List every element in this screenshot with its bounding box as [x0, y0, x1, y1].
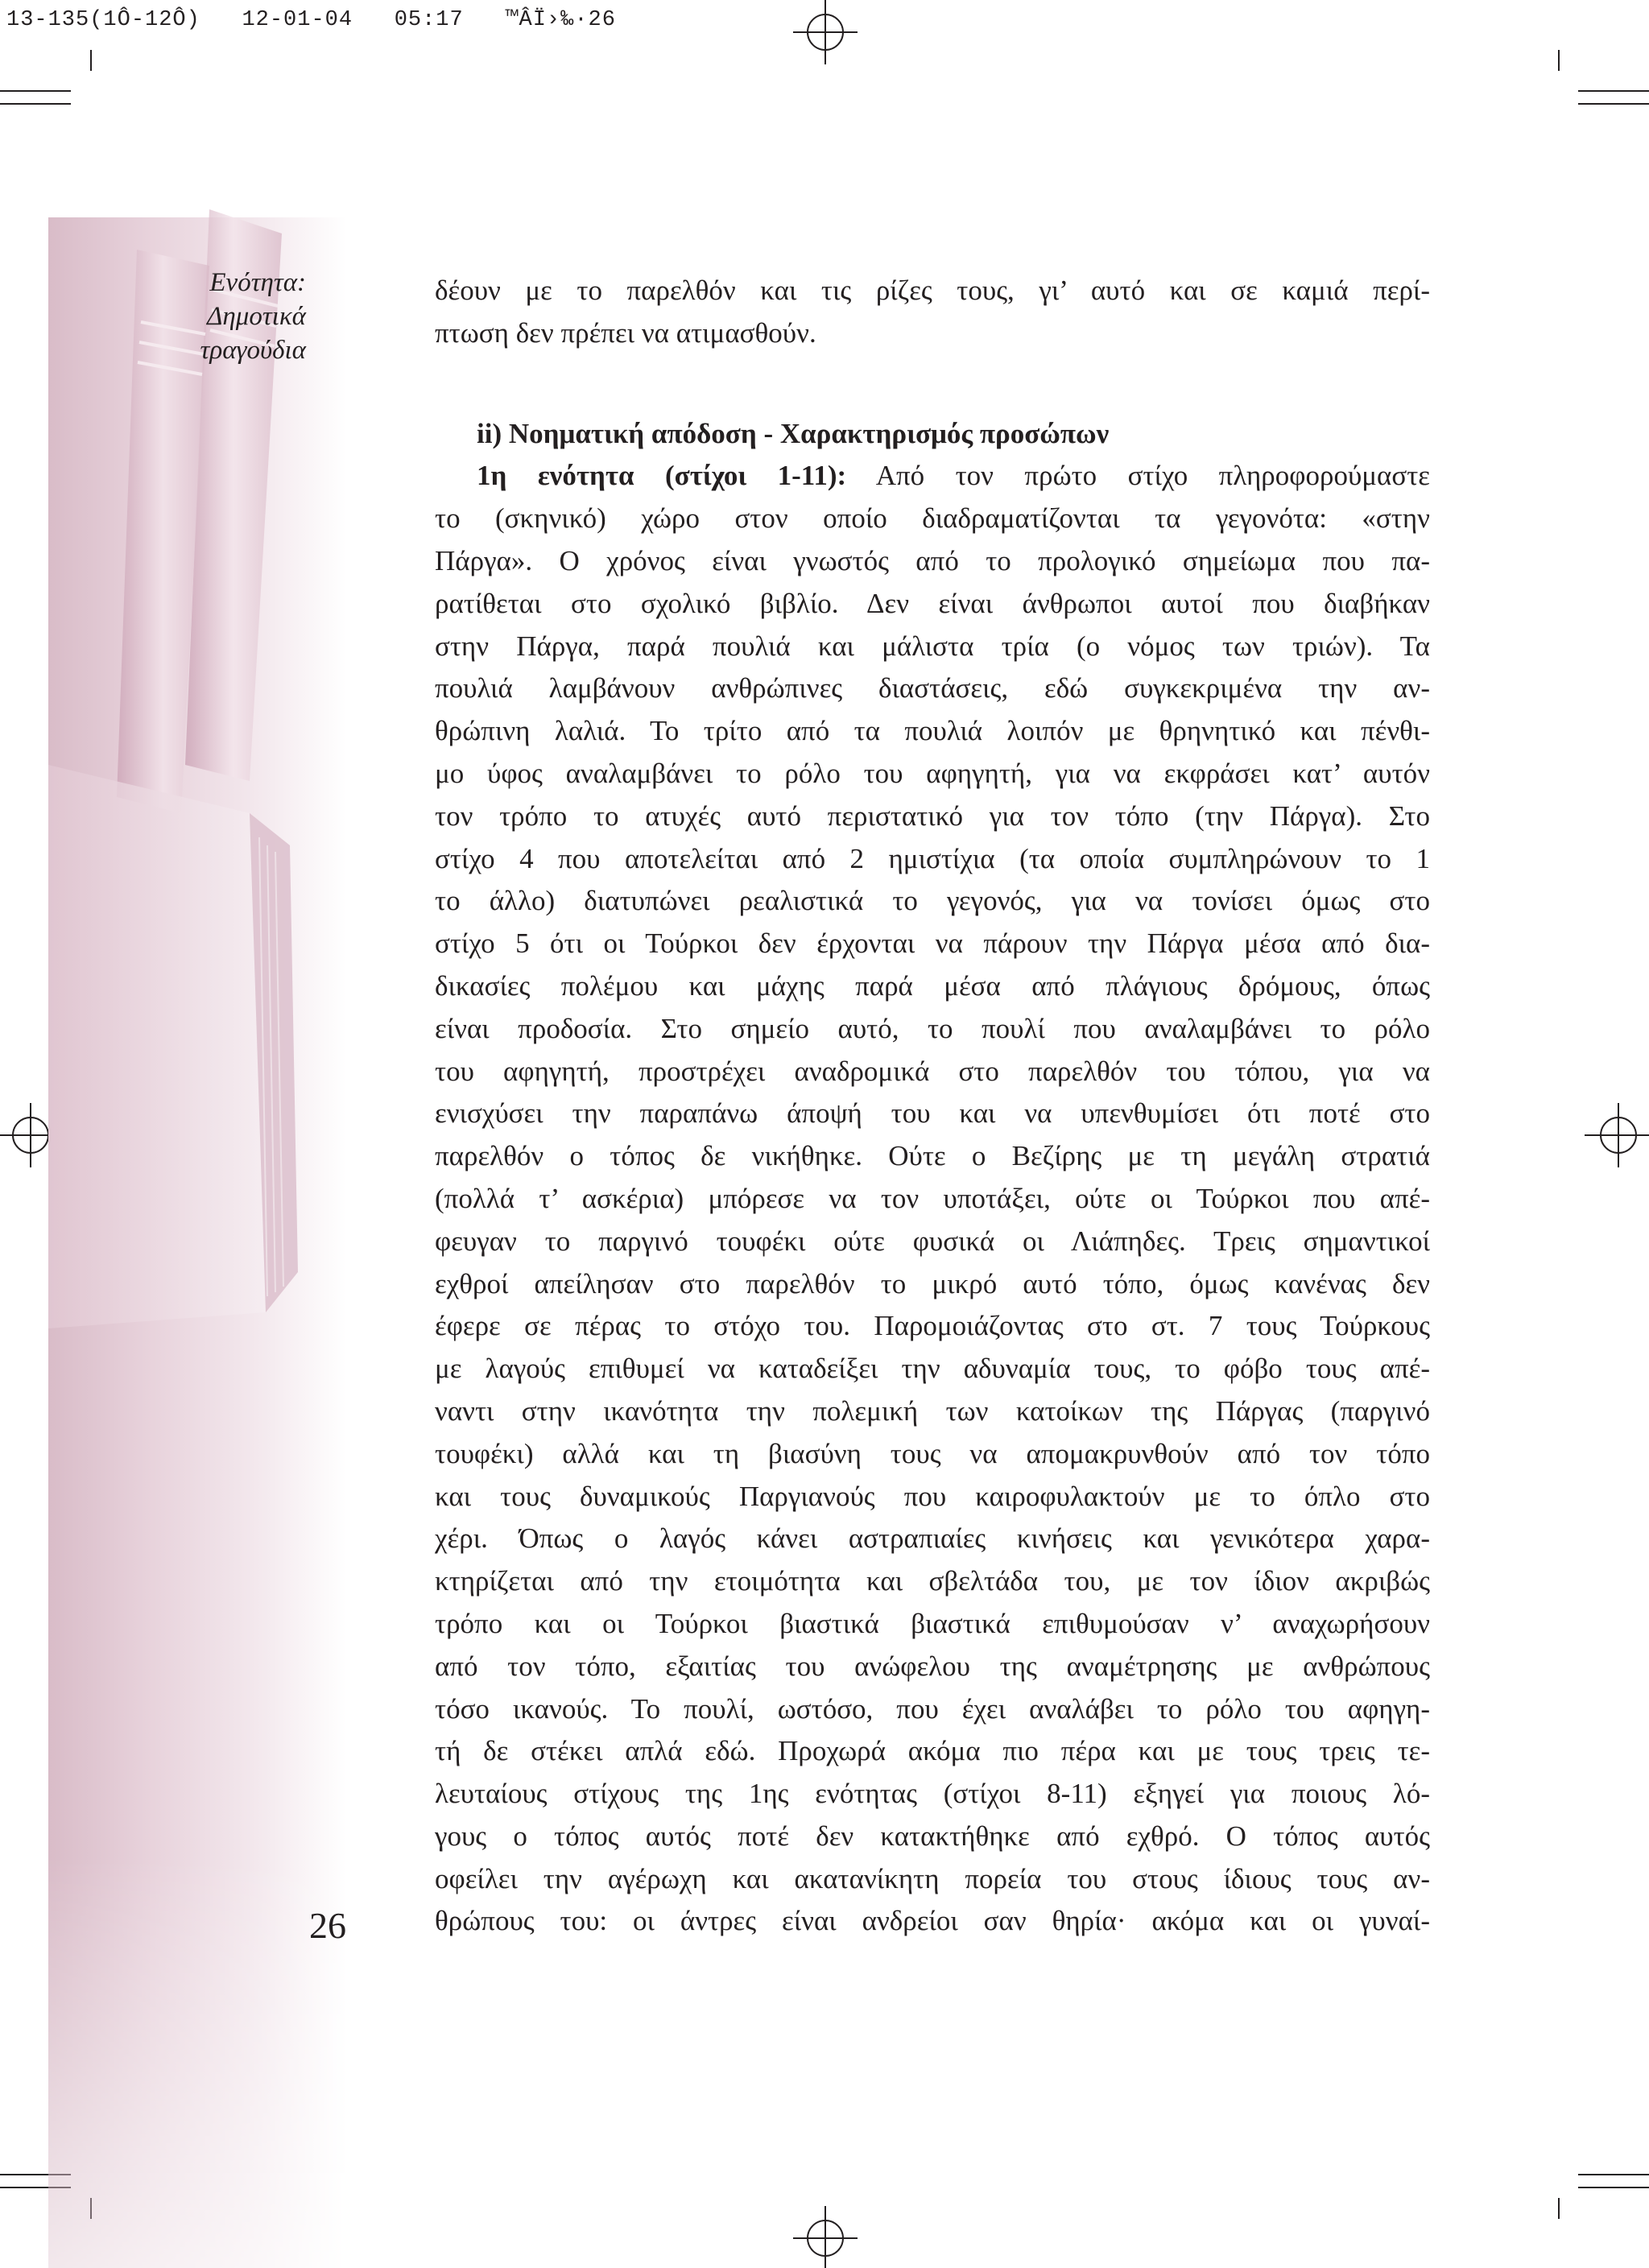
text-line: γους ο τόπος αυτός ποτέ δεν κατακτήθηκε από εχθρό. Ο τόπος αυτός [435, 1820, 1430, 1852]
text-line: τόσο ικανούς. Το πουλί, ωστόσο, που έχει αναλάβει το ρόλο του αφηγη- [435, 1692, 1430, 1725]
text-line: (πολλά τ’ ασκέρια) μπόρεσε να τον υποτάξει, ούτε οι Τούρκοι που απέ- [435, 1182, 1430, 1214]
trim-mark [1558, 50, 1560, 71]
text-line: λευταίους στίχους της 1ης ενότητας (στίχοι 8-11) εξηγεί για ποιους λό- [435, 1778, 1430, 1810]
printer-slug [6, 8, 616, 32]
text-line: δέουν με το παρελθόν και τις ρίζες τους, γι’ αυτό και σε καμιά περί- [435, 275, 1430, 306]
text-line: θρώπους του: οι άντρες είναι ανδρείοι σαν θηρία· ακόμα και οι γυναί- [435, 1905, 1430, 1937]
text-line: τρόπο και οι Τούρκοι βιαστικά βιαστικά επιθυμούσαν ν’ αναχωρήσουν [435, 1607, 1430, 1639]
text-line: το (σκηνικό) χώρο στον οποίο διαδραματίζονται τα γεγονότα: «στην [435, 502, 1430, 535]
print-code: ™ÂÏ›‰·26 [505, 8, 616, 32]
text-line: ναντι στην ικανότητα την πολεμική των κατοίκων της Πάργας (παργινό [435, 1394, 1430, 1427]
trim-mark [1578, 2187, 1649, 2188]
main-paragraph [435, 455, 1430, 1943]
trim-mark [1558, 2198, 1560, 2219]
print-date: 12-01-04 [242, 8, 353, 32]
text-line: από τον τόπο, εξαιτίας του ανώφελου της αναμέτρησης με ανθρώπους [435, 1650, 1430, 1682]
registration-mark-right [1585, 1095, 1649, 1175]
text-line: του αφηγητή, προστρέχει αναδρομικά στο παρελθόν του τόπου, για να [435, 1055, 1430, 1087]
print-time: 05:17 [394, 8, 464, 32]
text-line: τουφέκι) αλλά και τη βιασύνη τους να απομακρυνθούν από τον τόπο [435, 1437, 1430, 1469]
text-line: θρώπινη λαλιά. Το τρίτο από τα πουλιά λοιπόν με θρηνητικό και πένθι- [435, 715, 1430, 747]
text-line: μο ύφος αναλαμβάνει το ρόλο του αφηγητή, για να εκφράσει κατ’ αυτόν [435, 757, 1430, 789]
text-line: στίχο 4 που αποτελείται από 2 ημιστίχια (τα οποία συμπληρώνουν το 1 [435, 842, 1430, 874]
trim-mark [1578, 90, 1649, 92]
registration-mark-top [781, 0, 870, 64]
book-and-pen-illustration [48, 201, 354, 1328]
text-line: τή δε στέκει απλά εδώ. Προχωρά ακόμα πιο πέρα και με τους τρεις τε- [435, 1735, 1430, 1767]
text-line: ρατίθεται στο σχολικό βιβλίο. Δεν είναι άνθρωποι αυτοί που διαβήκαν [435, 587, 1430, 619]
first-line-rest: Από τον πρώτο στίχο πληροφορούμαστε [846, 460, 1430, 492]
trim-mark [90, 50, 92, 71]
subheading-text: 1η ενότητα (στίχοι 1-11): [477, 460, 847, 492]
paragraph-spacer [435, 355, 1430, 413]
registration-mark-bottom [781, 2206, 870, 2268]
body-text [435, 270, 1430, 1943]
text-line: με λαγούς επιθυμεί να καταδείξει την αδυναμία τους, το φόβο τους απέ- [435, 1353, 1430, 1385]
trim-mark [1578, 2174, 1649, 2175]
text-line: έφερε σε πέρας το στόχο του. Παρομοιάζοντας στο στ. 7 τους Τούρκους [435, 1310, 1430, 1342]
text-line: φευγαν το παργινό τουφέκι ούτε φυσικά οι Λιάπηδες. Τρεις σημαντικοί [435, 1225, 1430, 1257]
trim-mark [0, 103, 71, 105]
intro-paragraph [435, 270, 1430, 355]
text-line: Πάργα». Ο χρόνος είναι γνωστός από το προλογικό σημείωμα που πα- [435, 544, 1430, 576]
trim-mark [0, 90, 71, 92]
section-heading [435, 413, 1430, 456]
section-label-line: Ενότητα: [209, 268, 306, 297]
text-line: χέρι. Όπως ο λαγός κάνει αστραπιαίες κινήσεις και γενικότερα χαρα- [435, 1522, 1430, 1555]
page-number: 26 [309, 1905, 346, 1946]
text-line: πουλιά λαμβάνουν ανθρώπινες διαστάσεις, εδώ συγκεκριμένα την αν- [435, 672, 1430, 704]
text-line: είναι προδοσία. Στο σημείο αυτό, το πουλί που αναλαμβάνει το ρόλο [435, 1012, 1430, 1044]
print-job: 13-135(1Ô-12Ô) [6, 8, 200, 32]
text-line: στίχο 5 ότι οι Τούρκοι δεν έρχονται να πάρουν την Πάργα μέσα από δια- [435, 927, 1430, 960]
heading-text: ii) Νοηματική απόδοση - Χαρακτηρισμός προσώπων [477, 417, 1110, 449]
section-label-line: τραγούδια [200, 336, 306, 365]
text-line: το άλλο) διατυπώνει ρεαλιστικά το γεγονός, για να τονίσει όμως στο [435, 885, 1430, 917]
text-line: παρελθόν ο τόπος δε νικήθηκε. Ούτε ο Βεζίρης με τη μεγάλη στρατιά [435, 1140, 1430, 1172]
text-line: και τους δυναμικούς Παργιανούς που καιροφυλακτούν με το όπλο στο [435, 1480, 1430, 1512]
section-label-line: Δημοτικά [207, 302, 306, 331]
text-line: στην Πάργα, παρά πουλιά και μάλιστα τρία (ο νόμος των τριών). Τα [435, 630, 1430, 662]
text-line: τον τρόπο το ατυχές αυτό περιστατικό για τον τόπο (την Πάργα). Στο [435, 799, 1430, 832]
trim-mark [1578, 103, 1649, 105]
text-line: κτηρίζεται από την ετοιμότητα και σβελτάδα του, με τον ίδιον ακριβώς [435, 1565, 1430, 1597]
text-line: εχθροί απείλησαν στο παρελθόν το μικρό αυτό τόπο, όμως κανένας δεν [435, 1267, 1430, 1299]
text-line: οφείλει την αγέρωχη και ακατανίκητη πορεία του στους ίδιους τους αν- [435, 1862, 1430, 1894]
text-line [435, 455, 1430, 498]
text-line: δικασίες πολέμου και μάχης παρά μέσα από πλάγιους δρόμους, όπως [435, 969, 1430, 1002]
section-label [161, 266, 306, 367]
text-line: ενισχύσει την παραπάνω άποψή του και να υπενθυμίσει ότι ποτέ στο [435, 1097, 1430, 1130]
text-line: πτωση δεν πρέπει να ατιμασθούν. [435, 316, 816, 349]
